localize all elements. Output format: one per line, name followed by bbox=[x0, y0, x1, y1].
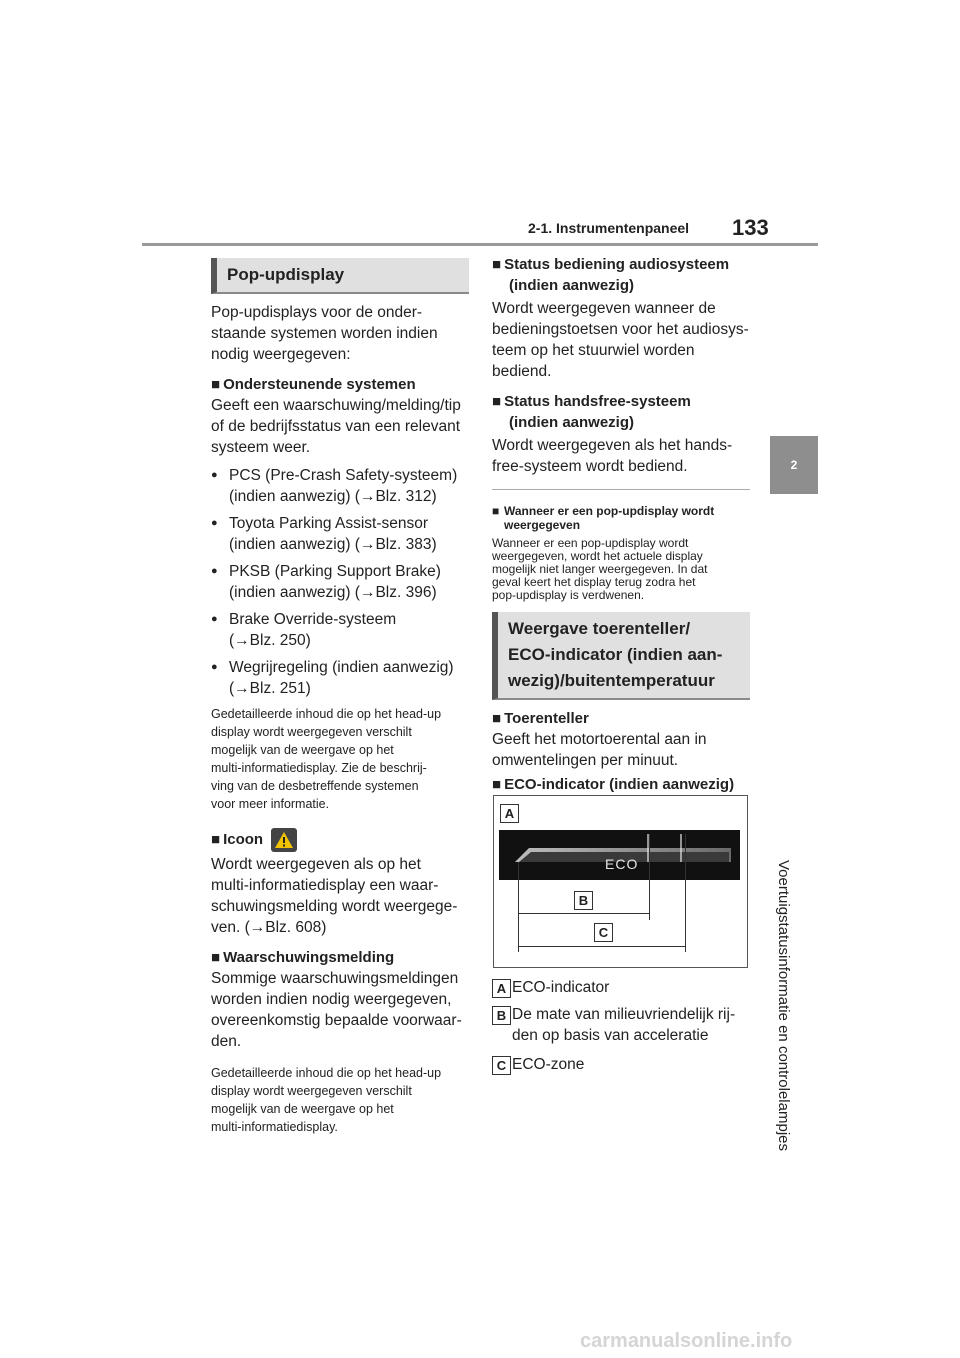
figure-label-b: B bbox=[574, 891, 593, 910]
subheading-toerenteller: ■ Toerenteller bbox=[492, 710, 589, 727]
note-head-up-1: Gedetailleerde inhoud die op het head-up display wordt weergegeven verschilt mogelijk van de weergave op het multi-informatiedisplay. Zie de beschrij- ving van de desbetreffende systemen voor meer informatie. bbox=[211, 707, 442, 811]
subheading-handsfree: ■ Status handsfree-systeem bbox=[492, 393, 691, 410]
header-rule bbox=[142, 243, 818, 246]
subheading-handsfree-cont: (indien aanwezig) bbox=[509, 414, 635, 431]
eco-indicator-figure bbox=[493, 795, 748, 968]
list-item: ● PKSB (Parking Support Brake) (indien aanwezig) (→Blz. 396) bbox=[211, 561, 469, 603]
dimension-line bbox=[649, 834, 650, 920]
legend-item-b: B De mate van milieuvriendelijk rij- den op basis van acceleratie bbox=[492, 1004, 750, 1046]
heading-pop-updisplay: Pop-updisplay bbox=[211, 258, 469, 294]
legend-item-a: A ECO-indicator bbox=[492, 977, 750, 998]
audiosysteem-text: Wordt weergegeven wanneer de bedieningstoetsen voor het audiosys- teem op het stuurwiel worden bediend. bbox=[492, 300, 749, 380]
subheading-audiosysteem: ■ Status bediening audiosysteem bbox=[492, 256, 730, 273]
watermark: carmanualsonline.info bbox=[580, 1330, 793, 1352]
dimension-line bbox=[518, 862, 519, 952]
note-title: ■ Wanneer er een pop-updisplay wordt weergegeven bbox=[492, 504, 715, 532]
dimension-b-line bbox=[518, 913, 649, 914]
figure-legend bbox=[492, 977, 750, 1075]
dimension-line bbox=[685, 834, 686, 952]
heading-toerenteller: Weergave toerenteller/ ECO-indicator (indien aan- wezig)/buitentemperatuur bbox=[492, 612, 750, 700]
subheading-icoon: ■ Icoon bbox=[211, 828, 469, 852]
chapter-title: Voertuigstatusinformatie en controlelampjes bbox=[775, 860, 792, 1151]
legend-item-c: C ECO-zone bbox=[492, 1054, 750, 1075]
chapter-tab: 2 bbox=[770, 436, 818, 494]
right-column bbox=[492, 254, 750, 795]
ondersteunende-text: Geeft een waarschuwing/melding/tip of de bedrijfsstatus van een relevant systeem weer. bbox=[211, 397, 461, 456]
icoon-text: Wordt weergegeven als op het multi-informatiedisplay een waar- schuwingsmelding wordt weergege- ven. (→Blz. 608) bbox=[211, 856, 458, 936]
note-popup bbox=[492, 489, 750, 602]
page-number: 133 bbox=[732, 215, 769, 240]
waarschuwingsmelding-text: Sommige waarschuwingsmeldingen worden indien nodig weergegeven, overeenkomstig bepaalde voorwaar- den. bbox=[211, 970, 462, 1050]
note-body: Wanneer er een pop-updisplay wordt weergegeven, wordt het actuele display mogelijk niet langer weergegeven. In dat geval keert het display terug zodra het pop-updisplay is verdwenen. bbox=[492, 536, 708, 602]
subheading-audiosysteem-cont: (indien aanwezig) bbox=[509, 277, 635, 294]
section-title: 2-1. Instrumentenpaneel bbox=[528, 220, 690, 236]
eco-bar-label: ECO bbox=[605, 856, 639, 872]
list-item: ● PCS (Pre-Crash Safety-systeem) (indien aanwezig) (→Blz. 312) bbox=[211, 465, 469, 507]
left-column bbox=[211, 258, 469, 1136]
subheading-ondersteunende: ■ Ondersteunende systemen bbox=[211, 376, 416, 393]
handsfree-text: Wordt weergegeven als het hands- free-systeem wordt bediend. bbox=[492, 437, 733, 475]
figure-label-a: A bbox=[500, 804, 519, 823]
subheading-eco-indicator: ■ ECO-indicator (indien aanwezig) bbox=[492, 776, 735, 793]
warning-triangle-icon bbox=[271, 828, 297, 852]
eco-display-panel bbox=[499, 830, 740, 880]
intro-text: Pop-updisplays voor de onder- staande systemen worden indien nodig weergegeven: bbox=[211, 304, 438, 363]
toerenteller-text: Geeft het motortoerental aan in omwentelingen per minuut. bbox=[492, 731, 707, 769]
list-item: ● Wegrijregeling (indien aanwezig) (→Blz. 251) bbox=[211, 657, 469, 699]
system-bullet-list bbox=[211, 465, 469, 699]
list-item: ● Brake Override-systeem (→Blz. 250) bbox=[211, 609, 469, 651]
figure-label-c: C bbox=[594, 923, 613, 942]
list-item: ● Toyota Parking Assist-sensor (indien aanwezig) (→Blz. 383) bbox=[211, 513, 469, 555]
note-head-up-2: Gedetailleerde inhoud die op het head-up display wordt weergegeven verschilt mogelijk van de weergave op het multi-informatiedisplay. bbox=[211, 1066, 442, 1134]
subheading-waarschuwingsmelding: ■ Waarschuwingsmelding bbox=[211, 949, 395, 966]
dimension-c-line bbox=[518, 946, 685, 947]
